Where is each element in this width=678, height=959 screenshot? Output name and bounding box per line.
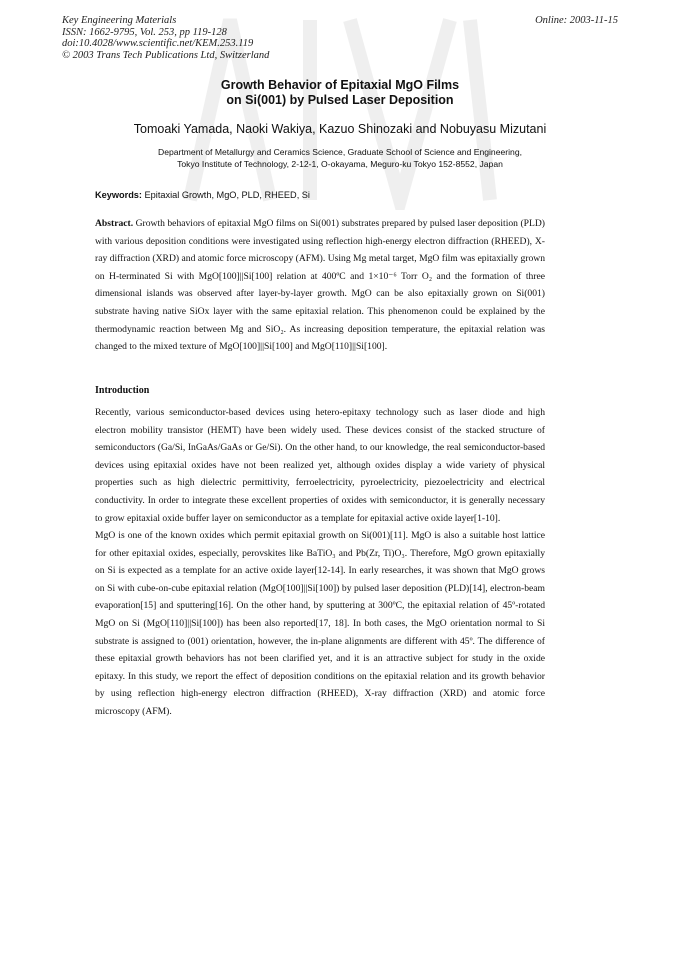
keywords-text: Epitaxial Growth, MgO, PLD, RHEED, Si	[144, 190, 310, 200]
paper-title	[80, 78, 600, 108]
abstract-text: Growth behaviors of epitaxial MgO films on Si(001) substrates prepared by pulsed laser deposition (PLD) with various deposition conditions were investigated using reflection high-energy electron diffraction (RHEED), X-ray diffraction (XRD) and atomic force microscopy (AFM). Using Mg metal target, MgO film was epitaxially grown on H-terminated Si with MgO[100]||Si[100] relation at 400ºC and 1×10⁻⁶ Torr O₂ and the formation of three dimensional islands was observed after layer-by-layer growth. MgO can be also epitaxially grown on Si(001) substrate having native SiOx layer with the same epitaxial relation. This phenomenon could be explained by the thermodynamic reaction between Mg and SiO₂. As increasing deposition temperature, the epitaxial relation was changed to the mixed texture of MgO[100]||Si[100] and MgO[110]||Si[100].	[95, 218, 545, 353]
copyright-line: © 2003 Trans Tech Publications Ltd, Switzerland	[62, 49, 270, 61]
abstract-label: Abstract.	[95, 218, 134, 229]
intro-paragraph-2: MgO is one of the known oxides which permit epitaxial growth on Si(001)[11]. MgO is also a suitable host lattice for other epitaxial oxides, especially, perovskites like BaTiO₃ and Pb(Zr, Ti)O₃. Therefore, MgO grown epitaxially on Si is expected as a template for an active oxide layer[12-14]. In early researches, it was shown that MgO grows on Si with cube-on-cube epitaxial relation (MgO[100]||Si[100]) by pulsed laser deposition (PLD)[14], electron-beam evaporation[15] and sputtering[16]. On the other hand, by sputtering at 300ºC, the epitaxial relation of 45º-rotated MgO on Si (MgO[110]||Si[100]) has been also reported[17, 18]. In both cases, the MgO orientation normal to Si substrate is assigned to (001) orientation, however, the in-plane alignments are different with 45º. The difference of these epitaxial growth behaviors has not been clarified yet, and it is an attractive subject for study in the oxide epitaxy. In this study, we report the effect of deposition conditions on the epitaxial relation and its growth behavior by using reflection high-energy electron diffraction (RHEED), X-ray diffraction (XRD) and atomic force microscopy (AFM).	[95, 530, 545, 717]
affiliation-line-2: Tokyo Institute of Technology, 2-12-1, O-okayama, Meguro-ku Tokyo 152-8552, Japan	[177, 159, 503, 169]
journal-header	[62, 15, 618, 61]
affiliation	[70, 146, 610, 170]
title-line-1: Growth Behavior of Epitaxial MgO Films	[220, 78, 460, 92]
keywords-label: Keywords:	[95, 190, 142, 200]
authors: Tomoaki Yamada, Naoki Wakiya, Kazuo Shinozaki and Nobuyasu Mizutani	[133, 122, 547, 136]
abstract	[95, 215, 545, 356]
title-line-2: on Si(001) by Pulsed Laser Deposition	[226, 93, 454, 107]
section-heading-introduction: Introduction	[95, 385, 150, 396]
journal-name: Key Engineering Materials	[62, 15, 177, 26]
keywords	[95, 190, 310, 200]
online-date: Online: 2003-11-15	[535, 15, 618, 26]
intro-paragraph-1: Recently, various semiconductor-based devices using hetero-epitaxy technology such as laser diode and high electron mobility transistor (HEMT) have been widely used. These devices consist of the stacked structure of semiconductors (Ga/Si, InGaAs/GaAs or Ge/Si). On the other hand, to our knowledge, the real semiconductor-based devices using epitaxial oxides have not been realized yet, although oxides display a wide variety of physical properties such as high dielectric permittivity, ferroelectricity, pyroelectricity, piezoelectricity and electrical conductivity. In order to integrate these excellent properties of oxides with semiconductor, it is generally necessary to grow epitaxial oxide buffer layer on semiconductor as a template for epitaxial active oxide layer[1-10].	[95, 407, 545, 524]
affiliation-line-1: Department of Metallurgy and Ceramics Science, Graduate School of Science and Engineering,	[157, 147, 522, 157]
issn-line: ISSN: 1662-9795, Vol. 253, pp 119-128	[62, 26, 227, 38]
doi-line: doi:10.4028/www.scientific.net/KEM.253.119	[62, 38, 254, 49]
